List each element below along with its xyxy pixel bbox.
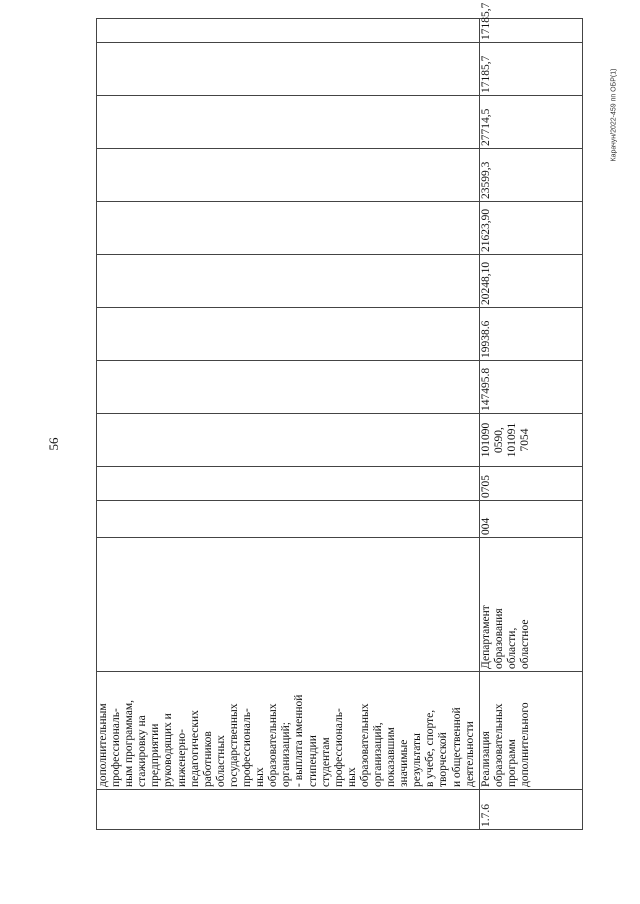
year-2021-cell: 21623,90 <box>480 202 583 255</box>
program-table <box>96 2 583 830</box>
year-2019-cell <box>97 308 480 361</box>
program-table-wrap <box>96 2 580 830</box>
year-2022-cell <box>97 149 480 202</box>
table-row <box>97 19 480 830</box>
year-2020-cell: 20248,10 <box>480 255 583 308</box>
year-2022-cell: 23599,3 <box>480 149 583 202</box>
rzpr-cell: 0705 <box>480 467 583 501</box>
grbs-cell: 004 <box>480 501 583 538</box>
measure-name-cell: Реализация образовательных программ дополнительного <box>480 672 583 790</box>
year-2021-cell <box>97 202 480 255</box>
row-number-cell <box>97 790 480 830</box>
executor-cell: Департамент образования области, областное <box>480 538 583 672</box>
grbs-cell <box>97 501 480 538</box>
measure-name-cell: дополнительным профессиональ- ным программам, стажировку на предприятии руководящих и инженерно- педагогических работников областных государственных профессиональ- ных образовательных организаций; - выплата именной стипендии студентам профессиональ- ных образовательных организаций, показавшим значимые результаты в учебе, спорте, творческой и общественной деятельности <box>97 672 480 790</box>
total-cell: 147495.8 <box>480 361 583 414</box>
document-side-note <box>606 40 622 190</box>
csr-cell <box>97 414 480 467</box>
year-2024-cell <box>97 43 480 96</box>
page-number: 56 <box>46 437 61 451</box>
csr-cell: 101090 0590, 101091 7054 <box>480 414 583 467</box>
year-2019-cell: 19938.6 <box>480 308 583 361</box>
year-2025-cell: 17185,7 <box>480 19 583 43</box>
executor-cell <box>97 538 480 672</box>
year-2023-cell <box>97 96 480 149</box>
year-2025-cell <box>97 19 480 43</box>
total-cell <box>97 361 480 414</box>
rzpr-cell <box>97 467 480 501</box>
year-2023-cell: 27714,5 <box>480 96 583 149</box>
table-row <box>480 19 583 830</box>
side-note-text: Карачун/2022-459 пп ОБР(1) <box>610 68 618 162</box>
row-number-cell: 1.7.6 <box>480 790 583 830</box>
year-2020-cell <box>97 255 480 308</box>
year-2024-cell: 17185,7 <box>480 43 583 96</box>
